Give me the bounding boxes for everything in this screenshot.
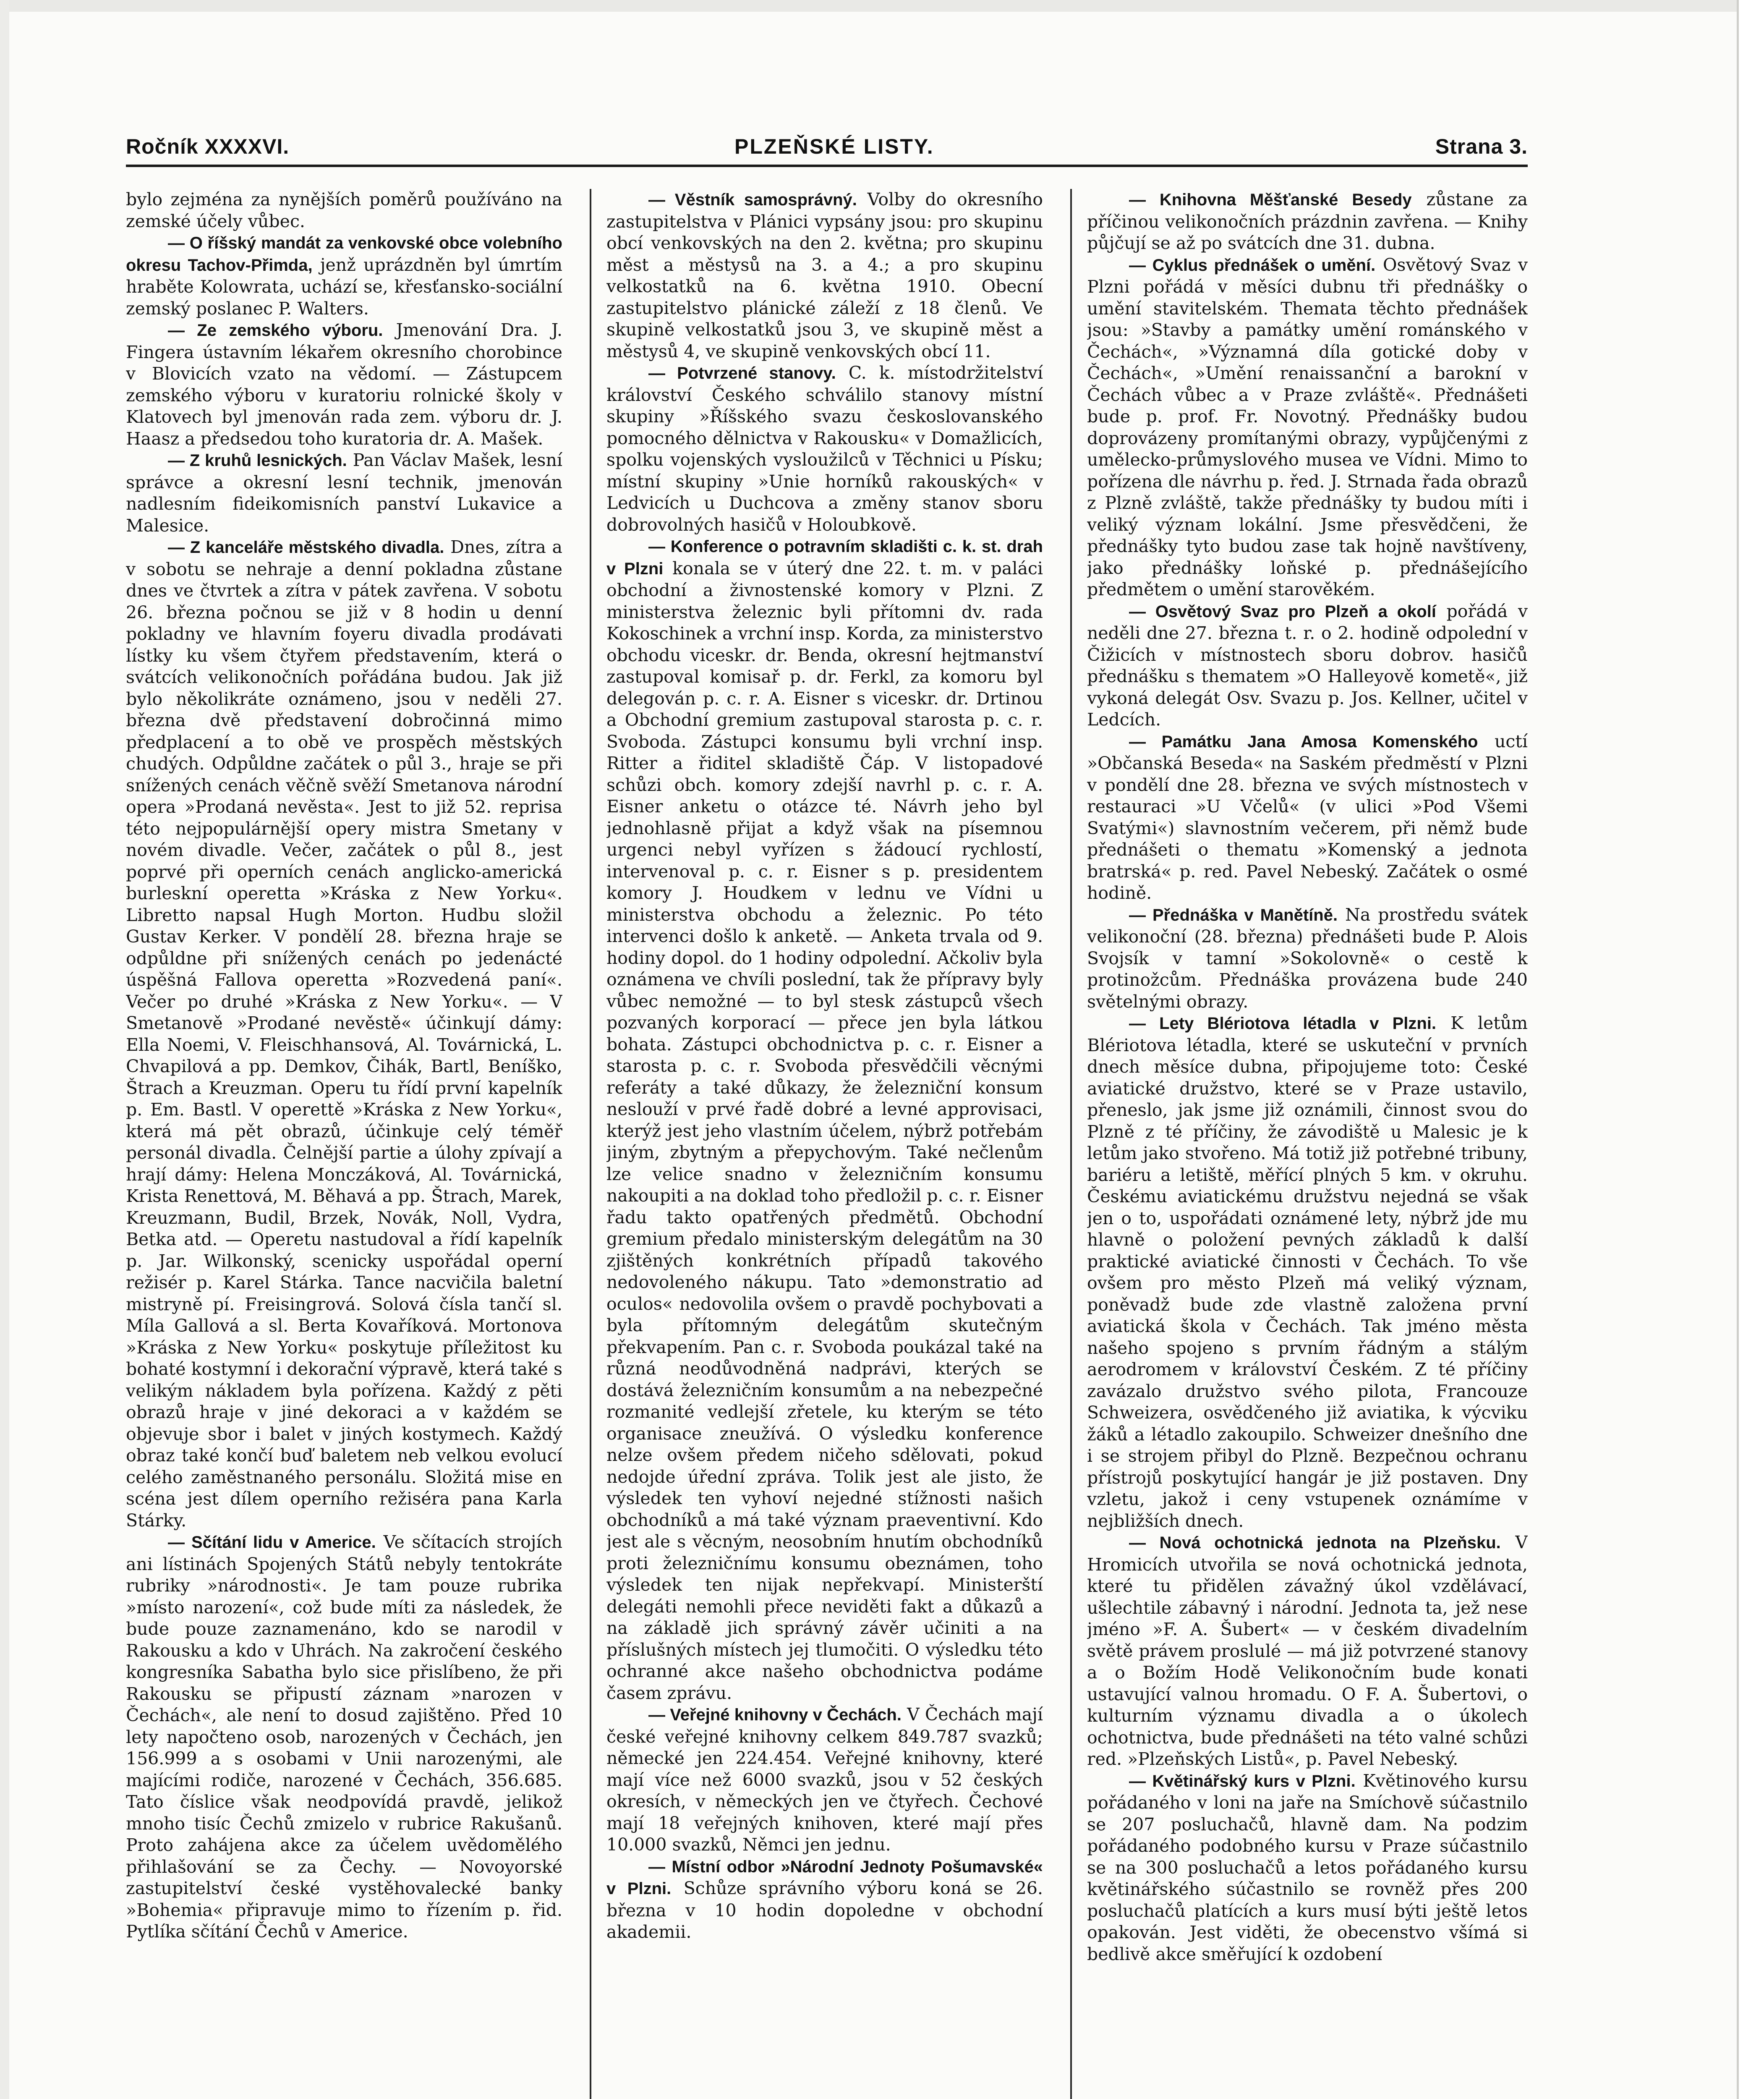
- scan-border-left: [0, 0, 9, 2099]
- article: [1087, 1532, 1528, 1770]
- article-headline: — Z kanceláře městského divadla.: [168, 538, 444, 557]
- article-headline: — Knihovna Měšťanské Besedy: [1129, 191, 1412, 209]
- header-rule: [126, 165, 1528, 167]
- article-headline: — Památku Jana Amosa Komenského: [1129, 732, 1478, 751]
- article: [126, 1531, 562, 1943]
- article-headline: — Konference o potravním skladišti c. k. st. drah v Plzni: [606, 537, 1043, 578]
- article-headline: — Z kruhů lesnických.: [168, 451, 347, 470]
- article-body: V Čechách mají české veřejné knihovny celkem 849.787 svazků; německé jen 224.454. Veřejné knihovny, které mají více než 6000 svazků, jsou v 52 českých okresích, v německých jen ve čtyřech. Čechové mají 18 veřejných knihoven, které mají přes 10.000 svazků, Němci jen jednu.: [606, 1704, 1043, 1855]
- article: [1087, 254, 1528, 601]
- article: [1087, 904, 1528, 1013]
- article-body: Dnes, zítra a v sobotu se nehraje a denní pokladna zůstane dnes ve čtvrtek a zítra v pátek zavřena. V sobotu 26. března počnou se již v 8 hodin u denní pokladny ve hlavním foyeru divadla prodávati lístky ku všem čtyřem představením, která o svátcích velikonočních pořádána budou. Jak již bylo několikráte oznámeno, jsou v neděli 27. března dvě představení dobročinná mimo předplacení a to obě ve prospěch městských chudých. Odpůldne začátek o půl 3., hraje se při snížených cenách věčně svěží Smetanova národní opera »Prodaná nevěsta«. Jest to již 52. reprisa této nejpopulárnější opery mistra Smetany v novém divadle. Večer, začátek o půl 8., jest poprvé při operních cenách anglicko-americká burleskní operetta »Kráska z New Yorku«. Libretto napsal Hugh Morton. Hudbu složil Gustav Kerker. V pondělí 28. března hraje se odpůldne při snížených cenách po jedenácté úspěšná Fallova operetta »Rozvedená paní«. Večer po druhé »Kráska z New Yorku«. — V Smetanově »Prodané nevěstě« účinkují dámy: Ella Noemi, V. Fleischhansová, Al. Továrnická, L. Chvapilová a pp. Demkov, Čihák, Bartl, Beníško, Štrach a Kreuzman. Operu tu řídí první kapelník p. Em. Bastl. V operettě »Kráska z New Yorku«, která má pět obrazů, účinkuje celý téměř personál divadla. Čelnější partie a úlohy zpívají a hrají dámy: Helena Monczáková, Al. Továrnická, Krista Renettová, M. Běhavá a pp. Štrach, Marek, Kreuzmann, Budil, Brzek, Novák, Noll, Vydra, Betka atd. — Operetu nastudoval a řídí kapelník p. Jar. Wilkonský, scenicky uspořádal operní režisér p. Karel Stárka. Tance nacvičila baletní mistryně pí. Freisingrová. Solová čísla tančí sl. Míla Gallová a sl. Berta Kovaříková. Mortonova »Kráska z New Yorku« poskytuje příležitost ku bohaté kostymní i dekorační výpravě, která také s velikým nákladem byla pořízena. Každý z pěti obrazů hraje v jiné dekoraci a v každém se objevuje sbor i balet v jiných kostymech. Každý obraz také končí buď baletem neb velkou evolucí celého zaměstnaného personálu. Složitá mise en scéna jest dílem operního režiséra pana Karla Stárky.: [126, 537, 562, 1531]
- article: [606, 1856, 1043, 1943]
- newspaper-title: PLZEŇSKÉ LISTY.: [734, 135, 934, 158]
- column-divider: [1070, 189, 1072, 2099]
- volume-number: Ročník XXXXVI.: [126, 135, 290, 158]
- article-headline: — Věstník samosprávný.: [648, 191, 857, 209]
- article-headline: — Místní odbor »Národní Jednoty Pošumavské« v Plzni.: [606, 1857, 1043, 1898]
- article: [126, 537, 562, 1531]
- article-body: Schůze správního výboru koná se 26. března v 10 hodin dopoledne v obchodní akademii.: [606, 1878, 1043, 1942]
- article-body: Pan Václav Mašek, lesní správce a okresní lesní technik, jmenován nadlesním fideikomisních panství Lukavice a Malesice.: [126, 450, 562, 536]
- article-body: bylo zejména za nynějších poměrů používáno na zemské účely vůbec.: [126, 189, 562, 231]
- article-body: Ve sčítacích strojích ani lístinách Spojených Států nebyly tentokráte rubriky »národnosti«. Je tam pouze rubrika »místo narození«, což bude míti za následek, že bude pouze zaznamenáno, kdo se narodil v Rakousku a kdo v Uhrách. Na zakročení českého kongresníka Sabatha bylo sice přislíbeno, že při Rakousku se připustí záznam »narozen v Čechách«, ale není to dosud zajištěno. Před 10 lety napočteno osob, narozených v Čechách, jen 156.999 a s osobami v Unii narozenými, ale majícími rodiče, narozené v Čechách, 356.685. Tato číslice však neodpovídá pravdě, jelikož mnoho tisíc Čechů zmizelo v rubrice Rakušanů. Proto zahájena akce za účelem uvědomělého přihlašování se za Čechy. — Novoyorské zastupitelství české vystěhovalecké banky »Bohemia« připravuje mimo to řízením p. řid. Pytlíka sčítání Čechů v Americe.: [126, 1532, 562, 1942]
- column-3: [1087, 189, 1528, 2099]
- article-headline: — Sčítání lidu v Americe.: [168, 1533, 376, 1552]
- article-body: Na prostředu svátek velikonoční (28. března) přednášeti bude P. Alois Svojsík v tamní »Sokolovně« o cestě k protinožcům. Přednáška provázena bude 240 světelnými obrazy.: [1087, 904, 1528, 1012]
- article: [606, 536, 1043, 1704]
- article-body: zůstane za příčinou velikonočních prázdnin zavřena. — Knihy půjčují se až po svátcích dne 31. dubna.: [1087, 189, 1528, 253]
- article-headline: — Ze zemského výboru.: [168, 321, 383, 340]
- article: [126, 232, 562, 319]
- article-body: uctí »Občanská Beseda« na Saském předměstí v Plzni v pondělí dne 28. března ve svých místnostech v restauraci »U Včelů« (v ulici »Pod Všemi Svatými«) slavnostním večerem, při němž bude přednášeti o thematu »Komenský a jednota bratrská« p. red. Pavel Nebeský. Začátek o osmé hodině.: [1087, 731, 1528, 903]
- scan-border-top: [0, 0, 1764, 12]
- article-headline: — Květinářský kurs v Plzni.: [1129, 1772, 1356, 1790]
- article-headline: — Lety Blériotova létadla v Plzni.: [1129, 1014, 1437, 1033]
- article-continuation: [126, 189, 562, 232]
- page-header: [126, 126, 1528, 164]
- article-body: Květinového kursu pořádaného v loni na jaře na Smíchově súčastnilo se 207 posluchačů, hlavně dam. Na podzim pořádaného podobného kursu v Praze súčastnilo se na 300 posluchačů a letos pořádaného kursu květinářského súčastnilo se rovněž přes 200 posluchačů platících a kurs musí býti ještě letos opakován. Jest viděti, že obecenstvo všímá si bedlivě akce směřující k ozdobení: [1087, 1770, 1528, 1964]
- article: [1087, 601, 1528, 731]
- article: [1087, 189, 1528, 254]
- article-body: pořádá v neděli dne 27. března t. r. o 2. hodině odpolední v Čižicích v místnostech sboru dobrov. hasičů přednášku s thematem »O Halleyově kometě«, již vykoná delegát Osv. Svazu p. Jos. Kellner, učitel v Ledcích.: [1087, 601, 1528, 730]
- article-body: Volby do okresního zastupitelstva v Plánici vypsány jsou: pro skupinu obcí venkovských na den 2. května; pro skupinu měst a městysů na 3. a 4.; a pro skupinu velkostatků na 6. května 1910. Obecní zastupitelstvo plánické záleží z 18 členů. Ve skupině velkostatků jsou 3, ve skupině měst a městysů 4, ve skupině venkovských obcí 11.: [606, 189, 1043, 361]
- article-body: konala se v úterý dne 22. t. m. v paláci obchodní a živnostenské komory v Plzni. Z ministerstva železnic byli přítomni dv. rada Kokoschinek a vrchní insp. Korda, za ministerstvo obchodu viceskr. dr. Benda, okresní hejtmanství zastupoval komisař p. dr. Ferkl, za komoru byl delegován p. c. r. A. Eisner s viceskr. dr. Drtinou a Obchodní gremium zastupoval starosta p. c. r. Svoboda. Zástupci konsumu byli vrchní insp. Ritter a řiditel skladiště Čáp. V listopadové schůzi obch. komory zdejší navrhl p. c. r. A. Eisner anketu o otázce té. Návrh jeho byl jednohlasně přijat a když však na písemnou urgenci nebyl vyřízen s žádoucí rychlostí, intervenoval p. c. r. Eisner s p. presidentem komory J. Houdkem v lednu ve Vídni u ministerstva obchodu a železnic. Po této intervenci došlo k anketě. — Anketa trvala od 9. hodiny dopol. do 1 hodiny odpolední. Ačkoliv byla oznámena ve chvíli poslední, tak že přípravy byly vůbec nemožné — to byl stesk zástupců všech pozvaných korporací — přece jen byla látkou bohata. Zástupci obchodnictva p. c. r. Eisner a starosta p. c. r. Svoboda přesvědčili věcnými referáty a také důkazy, že železniční konsum neslouží v prvé řadě dobré a levné approvisaci, kterýž jest jeho vlastním účelem, nýbrž potřebám jiným, zbytným a přepychovým. Také nečlenům lze velice snadno v železničním konsumu nakoupiti a na doklad toho předložil p. c. r. Eisner řadu takto opatřených předmětů. Obchodní gremium předalo ministerským delegátům na 30 zjištěných konkrétních případů takového nedovoleného nákupu. Tato »demonstratio ad oculos« nedovolila ovšem o pravdě pochybovati a byla přítomným delegátům skutečným překvapením. Pan c. r. Svoboda poukázal také na různá neodůvodněná nadprávi, kterých se dostává železničním konsumům a na nebezpečné rozmanité vedlejší zřetele, ku kterým se této organisace zneužívá. O výsledku konference nelze ovšem předem ničeho sdělovati, pokud nedojde úřední zpráva. Tolik jest ale jisto, že výsledek ten vyhoví nejedné stížnosti našich obchodníků a má také význam praeventivní. Kdo jest ale s věcným, neosobním hnutím obchodníků proti železničnímu konsumu obeznámen, toho výsledek ten nijak nepřekvapí. Ministerští delegáti nemohli přece neviděti fakt a důkazů a na základě jich správný závěr učiniti a na příslušných místech jej tlumočiti. O výsledku této ochranné akce našeho obchodnictva podáme časem zprávu.: [606, 558, 1043, 1703]
- article-headline: — Přednáška v Manětíně.: [1129, 906, 1338, 924]
- article: [606, 189, 1043, 362]
- page-number: Strana 3.: [1435, 135, 1528, 158]
- article: [606, 1704, 1043, 1856]
- column-1: [126, 189, 562, 2099]
- column-divider: [590, 189, 591, 2099]
- article-body: V Hromicích utvořila se nová ochotnická jednota, které tu přidělen závažný úkol vzdělávací, ušlechtile zábavný i národní. Jednota ta, jež nese jméno »F. A. Šubert« — v českém divadelním světě právem proslulé — má již potvrzené stanovy a o Božím Hodě Velikonočním bude konati ustavující valnou hromadu. O F. A. Šubertovi, o kulturním významu divadla a o úkolech ochotnictva, bude přednášeti na této valné schůzi red. »Plzeňských Listů«, p. Pavel Nebeský.: [1087, 1532, 1528, 1769]
- article-headline: — Veřejné knihovny v Čechách.: [648, 1706, 902, 1724]
- article-body: C. k. místodržitelství království Českého schválilo stanovy místní skupiny »Říšského svazu českoslovanského pomocného dělnictva v Rakousku« v Domažlicích, spolku vojenských vysloužilců v Těchnici u Písku; místní skupiny »Unie horníků rakouských« v Ledvicích u Duchcova a změny stanov sboru dobrovolných hasičů v Holoubkově.: [606, 363, 1043, 535]
- article: [1087, 1770, 1528, 1966]
- article-body: jenž uprázdněn byl úmrtím hraběte Kolowrata, uchází se, křesťansko-sociální zemský poslanec P. Walters.: [126, 254, 562, 319]
- article-headline: — Potvrzené stanovy.: [648, 364, 836, 382]
- column-2: [606, 189, 1043, 2099]
- article: [126, 319, 562, 450]
- article-body: K letům Blériotova létadla, které se uskuteční v prvních dnech měsíce dubna, připojujeme toto: České aviatické družstvo, které se v Praze ustavilo, přeneslo, jak jsme již oznámili, činnost svou do Plzně z té příčiny, že závodiště u Malesic je k letům jako stvořeno. Má totiž již potřebné tribuny, bariéru a letiště, měřící plných 5 km. v okruhu. Českému aviatickému družstvu nejedná se však jen o to, uspořádati oznámené lety, nýbrž jde mu hlavně o položení pevných základů k další praktické aviatické činnosti v Čechách. To vše ovšem pro město Plzeň má veliký význam, poněvadž bude zde vlastně založena první aviatická škola v Čechách. Tak jméno města našeho spojeno s prvním řádným a stálým aerodromem v království Českém. Z té příčiny zavázalo družstvo svého pilota, Francouze Schweizera, osvědčeného již aviatika, k výcviku žáků a létadlo zakoupilo. Schweizer dnešního dne i se strojem přibyl do Plzně. Bezpečnou ochranu přístrojů poskytující hangár je již postaven. Dny vzletu, jakož i ceny vstupenek oznámíme v nejbližších dnech.: [1087, 1013, 1528, 1531]
- article: [1087, 1013, 1528, 1532]
- scan-border-right: [1737, 0, 1764, 2099]
- article: [1087, 731, 1528, 904]
- article-body: Jmenování Dra. J. Fingera ústavním lékařem okresního chorobince v Blovicích vzato na vědomí. — Zástupcem zemského výboru v kuratoriu rolnické školy v Klatovech byl jmenován rada zem. výboru dr. J. Haasz a předsedou toho kuratoria dr. A. Mašek.: [126, 320, 562, 449]
- article-headline: — Osvětový Svaz pro Plzeň a okolí: [1129, 602, 1436, 621]
- article-headline: — Cyklus přednášek o umění.: [1129, 256, 1376, 275]
- article-headline: — O říšský mandát za venkovské obce volebního okresu Tachov-Přimda,: [126, 234, 562, 275]
- article: [606, 362, 1043, 536]
- article-body: Osvětový Svaz v Plzni pořádá v měsíci dubnu tři přednášky o umění stavitelském. Themata těchto přednášek jsou: »Stavby a památky umění románského v Čechách«, »Významná díla gotické doby v Čechách«, »Umění renaissanční a barokní v Čechách vůbec a v Praze zvláště«. Přednášeti bude p. prof. Fr. Novotný. Přednášky budou doprovázeny promítanými obrazy, vypůjčenými z umělecko-průmyslového musea ve Vídni. Mimo to pořízena dle návrhu p. řed. J. Strnada řada obrazů z Plzně zvláště, takže přednášky ty budou míti i veliký význam lokální. Jsme přesvědčeni, že přednášky tyto budou zase tak hojně navštíveny, jako přednášky loňské p. přednášejícího předmětem o umění starověkém.: [1087, 254, 1528, 599]
- article: [126, 450, 562, 537]
- article-headline: — Nová ochotnická jednota na Plzeňsku.: [1129, 1534, 1501, 1552]
